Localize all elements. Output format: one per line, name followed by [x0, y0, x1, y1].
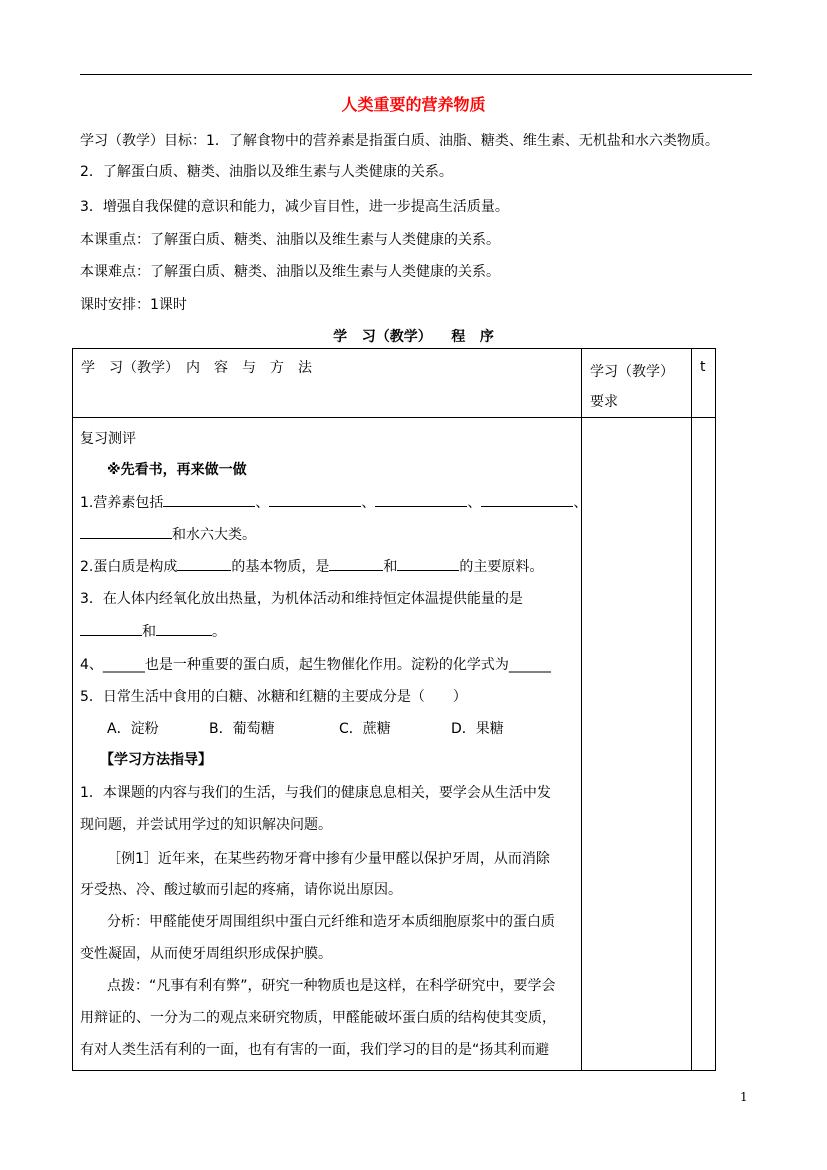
method-heading: 【学习方法指导】 — [100, 752, 212, 768]
tip-line-2: 用辩证的、一分为二的观点来研究物质，甲醛能破坏蛋白质的结构使其变质， — [80, 1010, 556, 1026]
question-3-text: 和 — [142, 624, 156, 640]
requirement-cell — [582, 418, 692, 1071]
answer-blank[interactable] — [177, 556, 231, 571]
question-2-text: 的基本物质，是 — [231, 559, 330, 575]
separator: 、 — [361, 495, 376, 511]
question-1 — [80, 492, 587, 512]
question-2-text: 2.蛋白质是构成 — [80, 559, 178, 575]
option-a[interactable]: A．淀粉 — [107, 721, 159, 737]
content-cell — [73, 418, 588, 1071]
question-2-text: 的主要原料。 — [459, 559, 544, 575]
procedure-heading — [0, 326, 827, 346]
table-header-row — [73, 349, 716, 418]
answer-blank[interactable] — [329, 556, 383, 571]
procedure-heading-part: 序 — [479, 329, 494, 345]
objective-line-3: 3．增强自我保健的意识和能力，减少盲目性，进一步提高生活质量。 — [80, 199, 509, 215]
separator: 、 — [573, 495, 588, 511]
tip-line-1: 点拨：“凡事有利有弊”，研究一种物质也是这样，在科学研究中，要学会 — [107, 978, 556, 994]
option-d[interactable]: D．果糖 — [451, 721, 504, 737]
answer-blank[interactable] — [269, 492, 361, 507]
analysis-line-2: 变性凝固，从而使牙周组织形成保护膜。 — [80, 946, 332, 962]
header-rule — [80, 74, 752, 75]
lesson-schedule: 课时安排：1课时 — [80, 297, 187, 313]
read-first-note: ※先看书，再来做一做 — [107, 462, 247, 478]
question-2 — [80, 556, 543, 576]
answer-blank[interactable] — [163, 492, 255, 507]
analysis-line-1: 分析：甲醛能使牙周围组织中蛋白元纤维和造牙本质细胞原浆中的蛋白质 — [107, 914, 555, 930]
option-c[interactable]: C．蔗糖 — [339, 721, 391, 737]
header-requirement-label: 学习（教学）要求 — [590, 364, 674, 410]
question-2-text: 和 — [383, 559, 398, 575]
answer-blank[interactable] — [397, 556, 459, 571]
header-content-cell — [73, 349, 582, 418]
header-t-label: t — [700, 359, 706, 375]
question-3-continued — [80, 621, 226, 641]
separator: 、 — [467, 495, 482, 511]
question-1-end: 和水六大类。 — [172, 527, 256, 543]
lesson-focus: 本课重点：了解蛋白质、糖类、油脂以及维生素与人类健康的关系。 — [80, 232, 500, 248]
question-4: 4、______也是一种重要的蛋白质，起生物催化作用。淀粉的化学式为______ — [80, 657, 551, 673]
procedure-heading-part: 学 — [333, 329, 348, 345]
procedure-heading-part: 程 — [451, 329, 466, 345]
header-content-label: 学 习（教学） 内 容 与 方 法 — [81, 360, 312, 376]
question-3: 3．在人体内经氧化放出热量，为机体活动和维持恒定体温提供能量的是 — [80, 591, 523, 607]
review-label: 复习测评 — [80, 431, 136, 447]
objective-line-2: 2．了解蛋白质、糖类、油脂以及维生素与人类健康的关系。 — [80, 164, 453, 180]
question-1-text: 1.营养素包括 — [80, 495, 164, 511]
separator: 、 — [255, 495, 270, 511]
question-3-text: 。 — [212, 624, 226, 640]
header-requirement-cell — [582, 349, 692, 418]
answer-blank[interactable] — [481, 492, 573, 507]
tip-line-3: 有对人类生活有利的一面，也有有害的一面，我们学习的目的是“扬其利而避 — [80, 1042, 550, 1058]
lesson-difficulty: 本课难点：了解蛋白质、糖类、油脂以及维生素与人类健康的关系。 — [80, 264, 500, 280]
method-para-1-line-1: 1．本课题的内容与我们的生活，与我们的健康息息相关，要学会从生活中发 — [80, 785, 551, 801]
question-5: 5．日常生活中食用的白糖、冰糖和红糖的主要成分是（ ） — [80, 689, 467, 705]
answer-blank[interactable] — [80, 621, 142, 636]
option-b[interactable]: B．葡萄糖 — [209, 721, 275, 737]
answer-blank[interactable] — [80, 524, 172, 539]
page-number: 1 — [740, 1090, 748, 1104]
procedure-heading-part: 习（教学） — [361, 329, 432, 345]
procedure-table — [72, 348, 716, 1071]
objective-line-1: 学习（教学）目标：1．了解食物中的营养素是指蛋白质、油脂、糖类、维生素、无机盐和水六类物质。 — [80, 133, 719, 149]
table-body-row — [73, 418, 716, 1071]
answer-blank[interactable] — [156, 621, 212, 636]
t-cell — [692, 418, 716, 1071]
example-line-2: 牙受热、冷、酸过敏而引起的疼痛，请你说出原因。 — [80, 882, 402, 898]
header-t-cell — [692, 349, 716, 418]
example-line-1: ［例1］近年来，在某些药物牙膏中掺有少量甲醛以保护牙周，从而消除 — [107, 851, 550, 867]
question-1-continued — [80, 524, 256, 544]
document-title: 人类重要的营养物质 — [341, 95, 486, 114]
answer-blank[interactable] — [375, 492, 467, 507]
method-para-1-line-2: 现问题，并尝试用学过的知识解决问题。 — [80, 817, 332, 833]
content-area — [73, 418, 588, 1070]
